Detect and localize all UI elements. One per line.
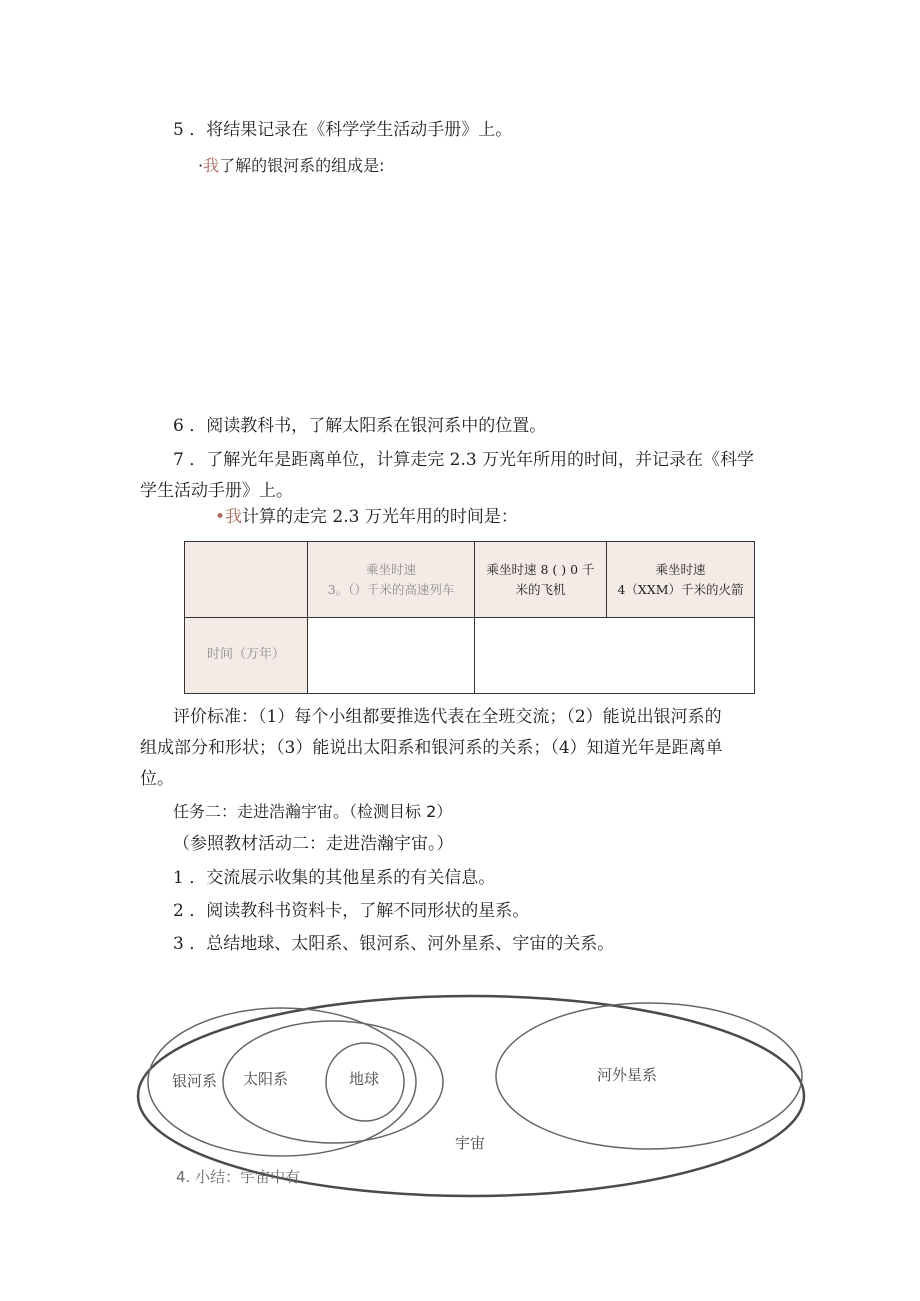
prompt-accent-word: 我 [225,507,243,527]
prompt-text: 了解的银河系的组成是: [219,156,385,175]
bullet: • [215,507,226,527]
criteria-line-1: 评价标准：（1）每个小组都要推选代表在全班交流；（2）能说出银河系的 [173,707,722,727]
header-plane-line1: 乘坐时速 8 ( ) 0 千 [486,562,595,578]
step-5: 5 ．将结果记录在《科学学生活动手册》上。 [173,120,513,140]
earth-label: 地球 [349,1070,380,1088]
prompt-text: 计算的走完 2.3 万光年用的时间是： [242,507,518,527]
solar-system-label: 太阳系 [243,1070,289,1088]
criteria-line-2: 组成部分和形状；（3）能说出太阳系和银河系的关系；（4）知道光年是距离单 [140,738,723,758]
step-7-line-2: 学生活动手册》上。 [140,481,293,501]
header-rocket-line1: 乘坐时速 [655,562,706,578]
galaxy-label: 银河系 [172,1072,218,1090]
row-label-time: 时间（万年） [184,617,308,694]
travel-time-table [184,541,755,694]
header-rocket [606,541,755,618]
task2-step-3: 3 ．总结地球、太阳系、银河系、河外星系、宇宙的关系。 [173,934,615,954]
header-train [307,541,475,618]
criteria-line-3: 位。 [140,769,174,789]
header-rocket-line2: 4（XXM）千米的火箭 [617,581,744,597]
header-train-line1: 乘坐时速 [365,562,416,578]
header-plane [474,541,607,618]
task2-step-2: 2 ．阅读教科书资料卡，了解不同形状的星系。 [173,901,530,921]
table-corner-cell [184,541,308,618]
task2-step-1: 1 ．交流展示收集的其他星系的有关信息。 [173,868,496,888]
task2-reference: （参照教材活动二：走进浩瀚宇宙。） [173,834,454,854]
summary-partial: 4. 小结：宇宙中有 [176,1168,301,1186]
prompt-accent-word: 我 [203,156,220,175]
universe-label: 宇宙 [455,1134,486,1152]
cell-plane-rocket-time[interactable] [474,617,755,694]
step-7-line-1: 7 ．了解光年是距离单位，计算走完 2.3 万光年所用的时间，并记录在《科学 [173,450,755,470]
extragalactic-label: 河外星系 [597,1066,658,1084]
header-train-line2: 3。（）千米的高速列车 [327,581,455,597]
cell-train-time[interactable] [307,617,475,694]
calc-time-prompt [215,509,518,526]
task2-title: 任务二：走进浩瀚宇宙。（检测目标 2） [173,802,453,821]
header-plane-line2: 米的飞机 [515,581,566,597]
bullet: · [198,156,204,175]
galaxy-composition-prompt [198,158,385,174]
universe-ellipse [138,996,804,1196]
step-6: 6 ．阅读教科书，了解太阳系在银河系中的位置。 [173,416,547,436]
